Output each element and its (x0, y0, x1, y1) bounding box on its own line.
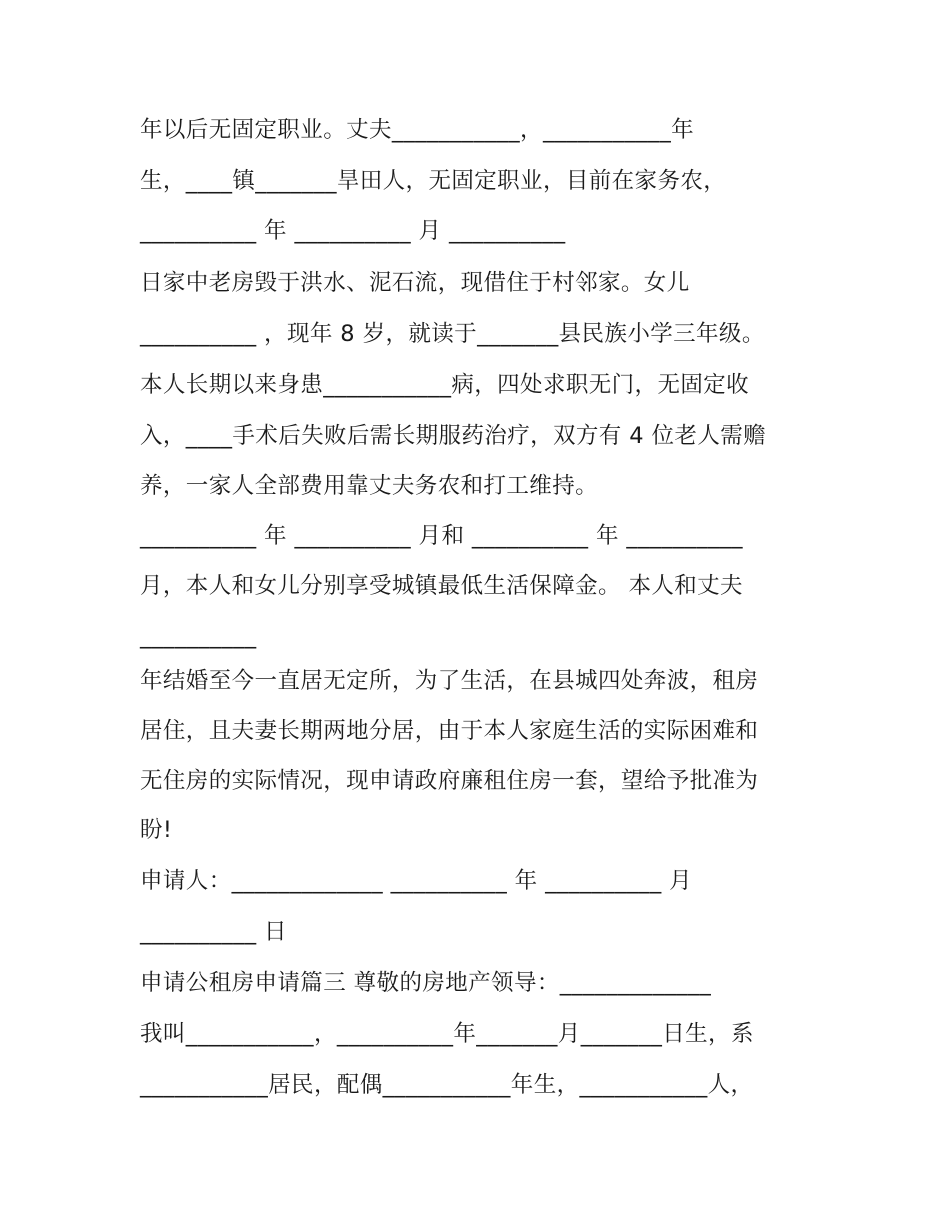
applicant-signature-line: 申请人：_____________ __________ 年 __________ 月 (140, 868, 693, 894)
text-line: 盼! (140, 817, 173, 843)
section-heading-line: 申请公租房申请篇三 尊敬的房地产领导：_____________ (140, 970, 712, 996)
text-line: 无住房的实际情况，现申请政府廉租住房一套，望给予批准为 (140, 768, 759, 794)
text-line: 月，本人和女儿分别享受城镇最低生活保障金。 本人和丈夫 (140, 573, 743, 599)
text-line: __________ 年 __________ 月 __________ (140, 218, 566, 244)
text-line: __________ 日 (140, 919, 287, 945)
text-line: 居住，且夫妻长期两地分居，由于本人家庭生活的实际困难和 (140, 718, 759, 744)
text-line: 日家中老房毁于洪水、泥石流，现借住于村邻家。女儿 (140, 270, 690, 296)
text-line: __________ ，现年 8 岁，就读于_______县民族小学三年级。 (140, 321, 765, 347)
text-line: __________ 年 __________ 月和 __________ 年 __________ (140, 523, 743, 549)
text-line: 入，____手术后失败后需长期服药治疗，双方有 4 位老人需赡 (140, 423, 767, 449)
text-line: 生，____镇_______旱田人，无固定职业，目前在家务农， (140, 168, 727, 194)
text-line: 本人长期以来身患___________病，四处求职无门，无固定收 (140, 372, 750, 398)
text-line: 我叫___________，__________年_______月_______日生，系 (140, 1021, 754, 1047)
text-line: 年以后无固定职业。丈夫___________，___________年 (140, 117, 695, 143)
text-line: 年结婚至今一直居无定所，为了生活，在县城四处奔波，租房 (140, 668, 759, 694)
text-line: ___________居民，配偶___________年生，___________人， (140, 1072, 754, 1098)
text-line: __________ (140, 623, 257, 649)
text-line: 养，一家人全部费用靠丈夫务农和打工维持。 (140, 473, 599, 499)
